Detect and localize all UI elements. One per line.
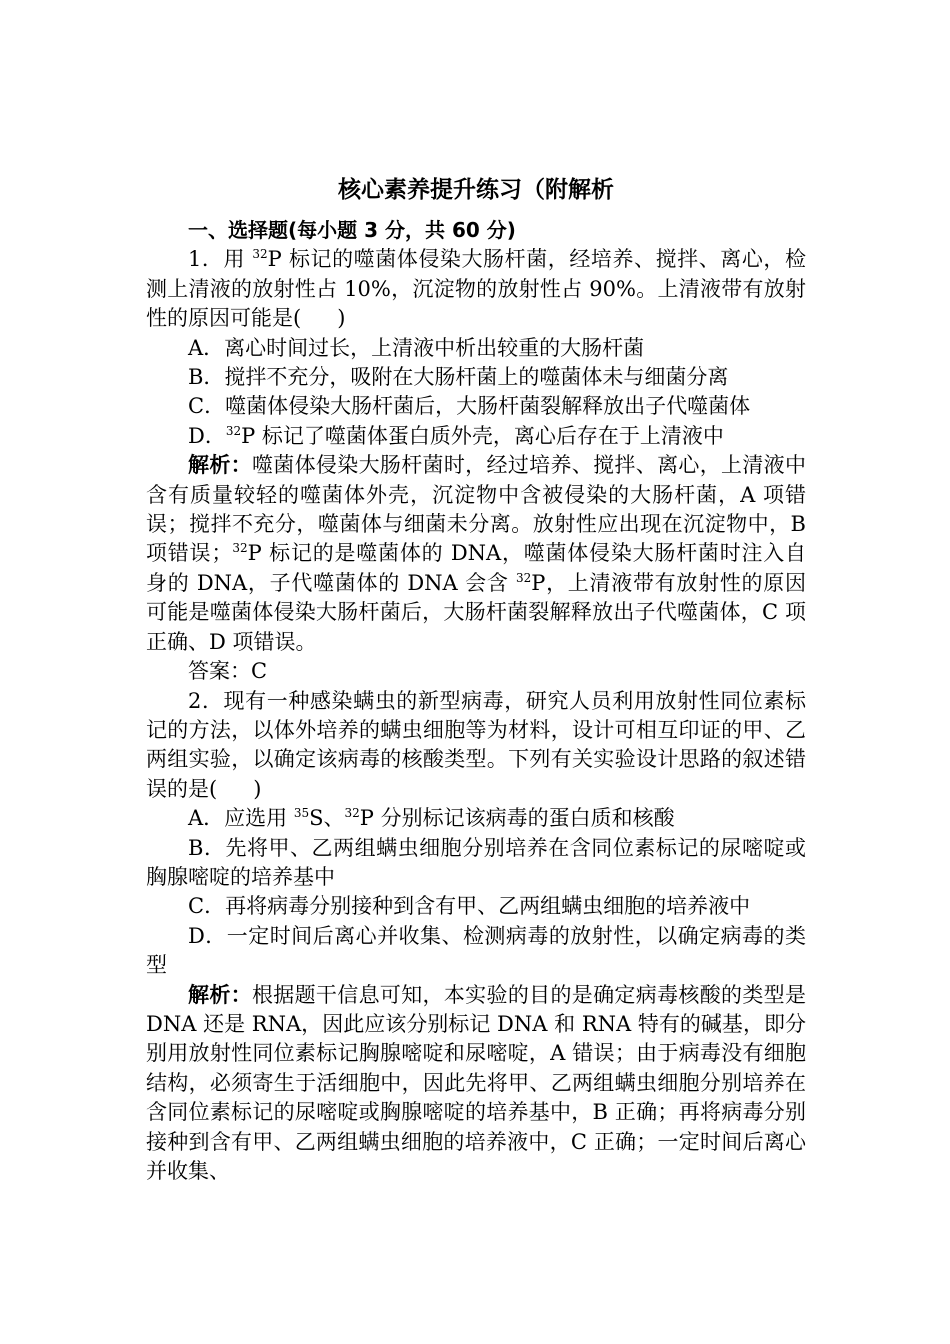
q1-option-b: B．搅拌不充分，吸附在大肠杆菌上的噬菌体未与细菌分离 bbox=[188, 365, 729, 390]
q1-analysis bbox=[146, 451, 806, 657]
q2-option-b: B．先将甲、乙两组螨虫细胞分别培养在含同位素标记的尿嘧啶或胸腺嘧啶的培养基中 bbox=[146, 835, 806, 889]
q1-analysis-label: 解析： bbox=[188, 453, 252, 478]
q1-analysis-text-1: 噬菌体侵染大肠杆菌时，经过培养、搅拌、离心，上清液中含有质量较轻的噬菌体外壳，沉淀物中含被侵染的大肠杆菌，A 项错误；搅拌不充分，噬菌体与细菌未分离。放射性应出现在沉淀物中，B 项错误； bbox=[146, 453, 807, 566]
question-1-stem bbox=[146, 245, 806, 333]
q1-option-d-label: D． bbox=[188, 423, 226, 448]
q1-analysis-superscript-1: 32 bbox=[232, 541, 248, 556]
q1-analysis-text-3: P，上清液带有放射性的原因可能是噬菌体侵染大肠杆菌后，大肠杆菌裂解释放出子代噬菌体，C 项正确、D 项错误。 bbox=[146, 570, 806, 654]
q1-number: 1．用 bbox=[188, 247, 253, 272]
q2-option-a-mid: S、 bbox=[309, 806, 345, 831]
q1-option-c: C．噬菌体侵染大肠杆菌后，大肠杆菌裂解释放出子代噬菌体 bbox=[188, 394, 751, 419]
q2-analysis-label: 解析： bbox=[188, 982, 252, 1007]
q1-close-paren: ) bbox=[337, 306, 346, 331]
q1-option-a: A．离心时间过长，上清液中析出较重的大肠杆菌 bbox=[188, 335, 645, 360]
q1-analysis-text-2: P 标记的是噬菌体的 DNA，噬菌体侵染大肠杆菌时注入自身的 DNA，子代噬菌体的 DNA 会含 bbox=[146, 541, 807, 595]
q2-option-a-superscript-1: 35 bbox=[293, 806, 310, 821]
q2-option-a bbox=[146, 804, 806, 833]
q1-answer: 答案：C bbox=[188, 659, 268, 684]
document-page bbox=[146, 172, 806, 1186]
q2-analysis bbox=[146, 981, 806, 1187]
q2-option-d: D．一定时间后离心并收集、检测病毒的放射性，以确定病毒的类型 bbox=[146, 923, 806, 978]
page-title: 核心素养提升练习（附解析 bbox=[338, 177, 614, 203]
q1-analysis-superscript-2: 32 bbox=[515, 570, 532, 585]
q2-analysis-text: 根据题干信息可知，本实验的目的是确定病毒核酸的类型是 DNA 还是 RNA，因此应该分别标记 DNA 和 RNA 特有的碱基，即分别用放射性同位素标记胸腺嘧啶和尿嘧啶，A 错误；由于病毒没有细胞结构，必须寄生于活细胞中，因此先将甲、乙两组螨虫细胞分别培养在含同位素标记的尿嘧啶或胸腺嘧啶的培养基中，B 正确；再将病毒分别接种到含有甲、乙两组螨虫细胞的培养液中，C 正确；一定时间后离心并收集、 bbox=[146, 982, 807, 1183]
q2-option-a-text: P 分别标记该病毒的蛋白质和核酸 bbox=[359, 806, 675, 831]
q1-option-d-superscript: 32 bbox=[225, 423, 242, 438]
q2-stem-text: 2．现有一种感染螨虫的新型病毒，研究人员利用放射性同位素标记的方法，以体外培养的螨虫细胞等为材料，设计可相互印证的甲、乙两组实验，以确定该病毒的核酸类型。下列有关实验设计思路的叙述错误的是( bbox=[146, 688, 806, 801]
q1-superscript: 32 bbox=[252, 247, 268, 262]
section-heading: 一、选择题(每小题 3 分，共 60 分) bbox=[188, 218, 516, 242]
q2-option-a-superscript-2: 32 bbox=[344, 806, 360, 821]
q2-option-c: C．再将病毒分别接种到含有甲、乙两组螨虫细胞的培养液中 bbox=[188, 894, 751, 919]
q1-option-d-text: P 标记了噬菌体蛋白质外壳，离心后存在于上清液中 bbox=[241, 423, 724, 448]
q1-stem-text: P 标记的噬菌体侵染大肠杆菌，经培养、搅拌、离心，检测上清液的放射性占 10%，沉淀物的放射性占 90%。上清液带有放射性的原因可能是( bbox=[146, 247, 806, 331]
q2-close-paren: ) bbox=[253, 776, 262, 801]
q1-option-d bbox=[146, 422, 806, 451]
question-2-stem bbox=[146, 687, 806, 805]
q2-option-a-label: A．应选用 bbox=[188, 806, 294, 831]
